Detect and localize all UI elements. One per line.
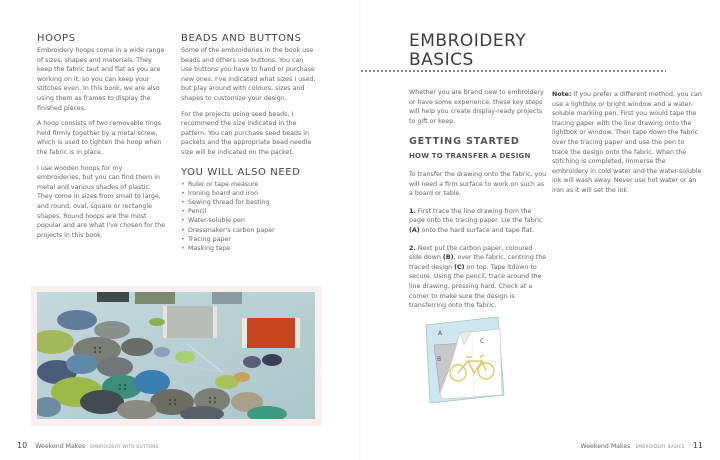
- spool-grey-back: [212, 292, 242, 304]
- note-paragraph: [552, 90, 702, 196]
- step-number: 1.: [409, 207, 416, 215]
- spool-shadow: [97, 292, 129, 302]
- label-b-text: B: [437, 356, 442, 363]
- beads-paragraph: For the projects using seed beads, I recommend the size indicated in the pattern. You can purchase seed beads in packets and the appropriate bead needle size will be indicated on the packet.: [181, 110, 312, 156]
- footer-right: [580, 441, 703, 450]
- note-text: If you prefer a different method, you can use a lightbox or bright window and a water-soluble marking pen. First you would tape the tracing paper with the line drawing onto the lightbox or window. Then tape down the fabric over the tracing paper and use the pen to trace the design onto the fabric. When the stitching is completed, immerse the embroidery in cold water and the water-soluble ink will wash away. Never use hot water or an iron as it will set the ink.: [552, 91, 702, 194]
- step-1: [409, 207, 547, 236]
- page-number: 11: [692, 441, 703, 450]
- dotted-divider: [360, 70, 666, 72]
- label-c-text: C: [480, 338, 485, 345]
- supplies-list: [181, 180, 316, 254]
- step-text: Next put the carbon paper, coloured side down: [409, 244, 533, 262]
- step-text: onto the hard surface and tape flat.: [419, 226, 535, 234]
- beads-paragraph: Some of the embroideries in the book use beads and others use buttons. You can use buttons you have to hand or purchase new ones. I've indicated what sizes I used, but play around with colours, sizes and shapes to customize your design.: [181, 47, 316, 102]
- step-text: on top. Tape itdown to secure. Using the pencil, trace around the line drawing, pressing hard. Check at a corner to make sure the design is transferring onto the fabric.: [409, 263, 542, 310]
- beads-section: [181, 33, 316, 253]
- step-text: , over the fabric, centring the traced design: [409, 254, 547, 271]
- note-label: Note:: [552, 91, 572, 98]
- list-item: • Ironing board and iron: [181, 189, 316, 198]
- you-will-need-heading: YOU WILL ALSO NEED: [181, 166, 301, 178]
- page-gutter: [359, 0, 361, 460]
- page-title: [409, 32, 609, 70]
- note-section: [552, 90, 702, 202]
- page-title-line2: BASICS: [409, 50, 474, 70]
- book-title: Weekend Makes: [35, 443, 86, 450]
- transfer-diagram: [420, 315, 510, 405]
- page-title-line1: EMBROIDERY: [409, 31, 527, 51]
- label-a: (A): [409, 226, 420, 234]
- list-item: • Water-soluble pen: [181, 216, 316, 225]
- hoops-section: [37, 33, 167, 246]
- transfer-intro: To transfer the drawing onto the fabric, you will need a firm surface to work on such as a board or table.: [409, 170, 547, 198]
- page-number: 10: [17, 441, 28, 450]
- list-item: • Pencil: [181, 207, 316, 216]
- step-text: First trace the line drawing from the page onto the tracing paper. Lie the fabric: [409, 207, 543, 225]
- transfer-illustration: [420, 315, 510, 405]
- orange-thread-spool: [245, 318, 297, 348]
- list-item: • Tracing paper: [181, 235, 316, 244]
- buttons-photo-illustration: [37, 292, 315, 419]
- hoops-paragraph: Embroidery hoops come in a wide range of sizes, shapes and materials. They keep the fabric taut and flat as you are working on it, so you can keep your stitches even. In this book, we are also using them as frames to display the finished pieces.: [37, 47, 165, 112]
- transfer-section: [409, 88, 547, 319]
- step-number: 2.: [409, 244, 416, 252]
- label-a-text: A: [438, 330, 443, 337]
- label-c: (C): [454, 263, 465, 271]
- grey-thread-spool: [165, 306, 215, 338]
- section-name: EMBROIDERY BASICS: [635, 444, 685, 449]
- photo-frame: [31, 286, 321, 426]
- getting-started-heading: GETTING STARTED: [409, 136, 520, 148]
- label-b: (B): [442, 254, 454, 262]
- buttons-photo: [37, 292, 315, 419]
- book-title: Weekend Makes: [580, 443, 631, 450]
- hoops-paragraph: I use wooden hoops for my embroideries, but you can find them in metal and various shades of plastic. They come in sizes from small to large, and round, oval, square or rectangle shapes. Round hoops are the most popular and are what I've chosen for the projects in this book.: [37, 164, 166, 239]
- list-item: • Dressmaker's carbon paper: [181, 226, 316, 235]
- list-item: • Masking tape: [181, 244, 316, 253]
- hoops-heading: HOOPS: [37, 33, 76, 44]
- section-name: EMBROIDERY WITH BUTTONS: [90, 444, 159, 449]
- how-to-heading: HOW TO TRANSFER A DESIGN: [409, 152, 531, 161]
- beads-heading: BEADS AND BUTTONS: [181, 33, 302, 44]
- spool-green: [135, 292, 175, 304]
- intro-paragraph: Whether you are brand new to embroidery or have some experience, these key steps will help you create display-ready projects to gift or keep.: [409, 89, 544, 125]
- step-2: [409, 244, 547, 311]
- list-item: • Ruler or tape measure: [181, 180, 316, 189]
- hoops-paragraph: A hoop consists of two removable rings held firmly together by a metal screw, which is used to tighten the hoop when the fabric is in place.: [37, 120, 162, 156]
- footer-left: [17, 441, 159, 450]
- list-item: • Sewing thread for basting: [181, 198, 316, 207]
